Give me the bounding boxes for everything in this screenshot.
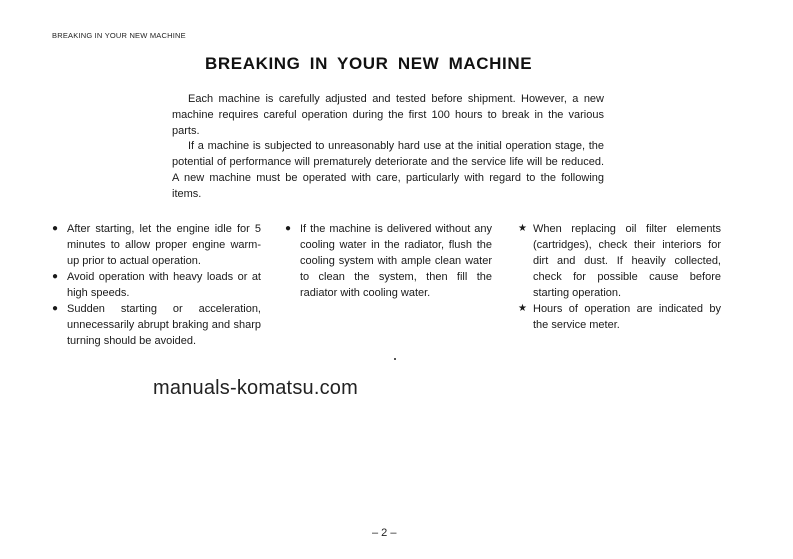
running-head: BREAKING IN YOUR NEW MACHINE (52, 31, 186, 40)
page-title: BREAKING IN YOUR NEW MACHINE (205, 54, 533, 73)
bullet-icon: ● (52, 223, 59, 234)
list-item-text: When replacing oil filter elements (cartridges), check their interiors for dirt and dust. If heavily collected, check for possible cause before starting operation. (533, 223, 721, 299)
list-item (52, 269, 261, 301)
bullet-icon: ● (285, 223, 292, 234)
star-icon: ★ (518, 223, 527, 234)
list-item-text: Avoid operation with heavy loads or at high speeds. (67, 271, 261, 299)
column-left (52, 221, 261, 349)
list-item-text: After starting, let the engine idle for 5 minutes to allow proper engine warm-up prior to actual operation. (67, 223, 261, 267)
list-item-text: If the machine is delivered without any cooling water in the radiator, flush the cooling system with ample clean water to clean the system, then fill the radiator with cooling water. (300, 223, 492, 299)
intro-paragraph: If a machine is subjected to unreasonably hard use at the initial operation stage, the potential of performance will prematurely deteriorate and the service life will be reduced. A new machine must be operated with care, particularly with regard to the following items. (172, 140, 604, 200)
stray-dot (394, 358, 396, 360)
bullet-icon: ● (52, 271, 59, 282)
list-item (52, 301, 261, 349)
star-icon: ★ (518, 303, 527, 314)
bullet-list (52, 221, 261, 349)
list-item (518, 221, 721, 301)
list-item-text: Sudden starting or acceleration, unnecessarily abrupt braking and sharp turning should be avoided. (67, 303, 261, 347)
list-item (285, 221, 492, 301)
bullet-list (285, 221, 492, 301)
column-right (518, 221, 721, 333)
list-item (52, 221, 261, 269)
column-middle (285, 221, 492, 301)
bullet-icon: ● (52, 303, 59, 314)
star-list (518, 221, 721, 333)
list-item (518, 301, 721, 333)
watermark-text: manuals-komatsu.com (153, 377, 358, 399)
intro-text (172, 92, 604, 203)
page-number: – 2 – (372, 527, 397, 539)
intro-paragraph: Each machine is carefully adjusted and tested before shipment. However, a new machine requires careful operation during the first 100 hours to break in the various parts. (172, 93, 604, 137)
list-item-text: Hours of operation are indicated by the service meter. (533, 303, 721, 331)
